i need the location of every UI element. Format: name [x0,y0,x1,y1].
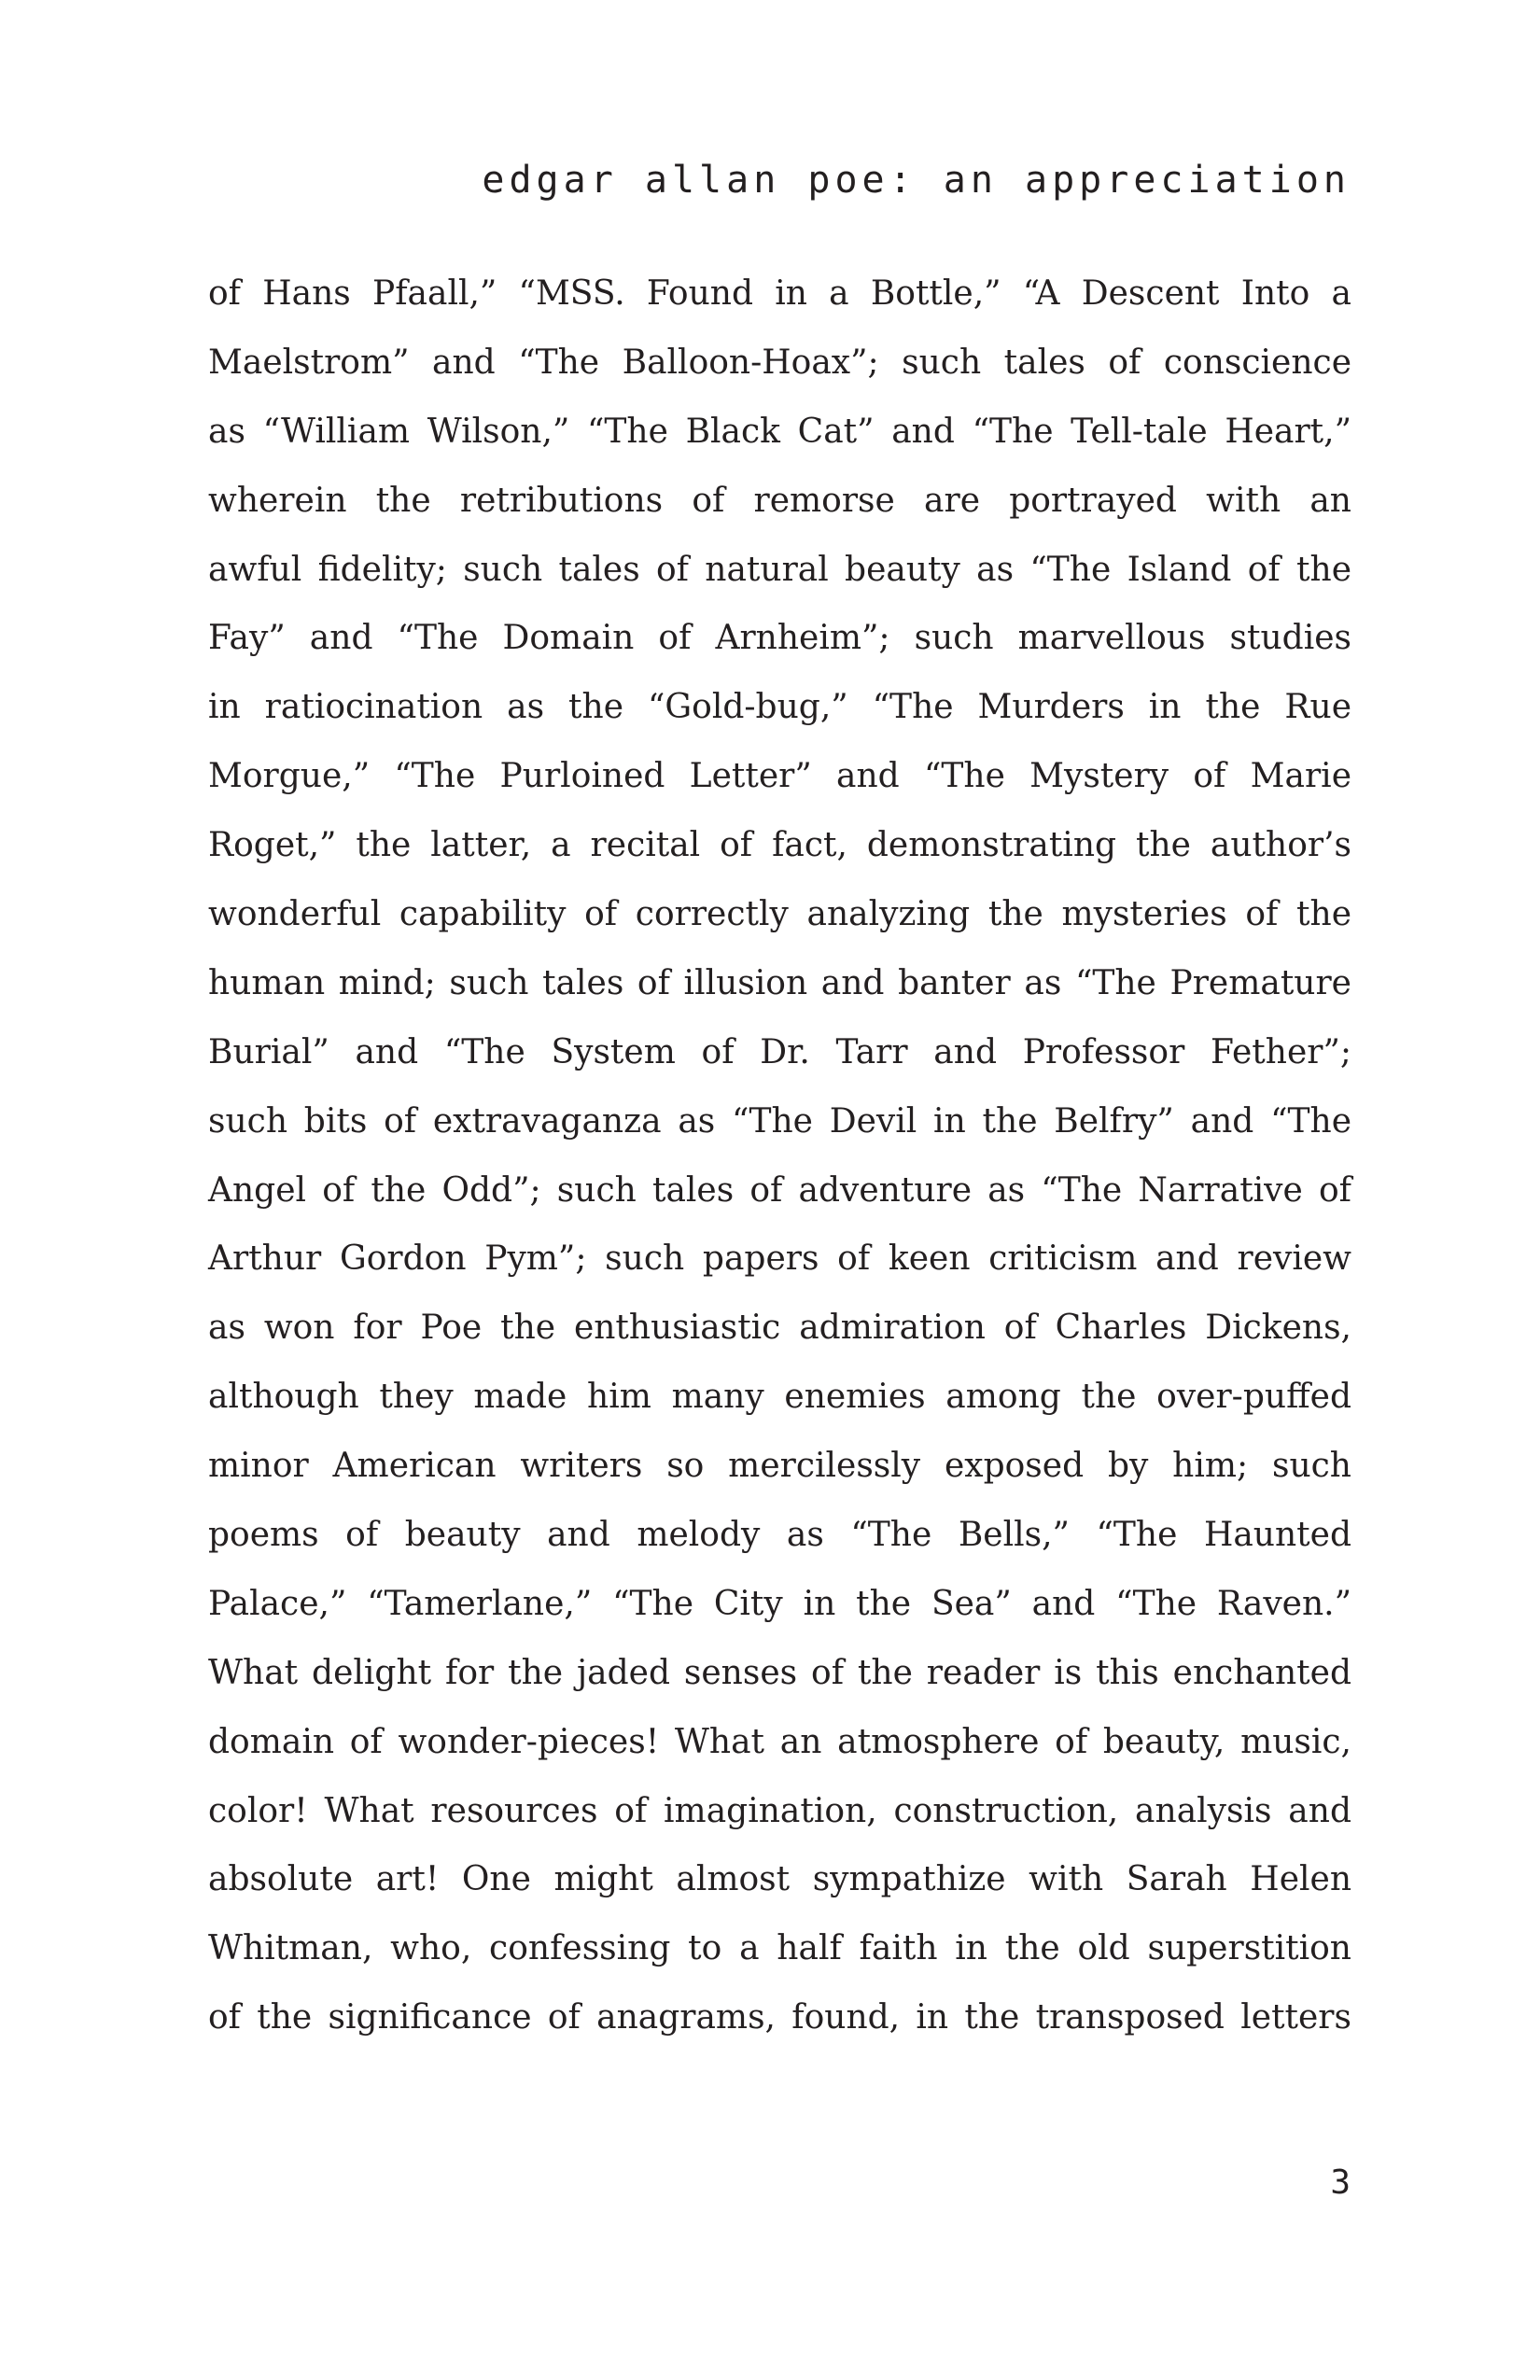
text-line: as “William Wilson,” “The Black Cat” and “The Tell-tale Heart,” [208,412,1351,451]
text-line: What delight for the jaded senses of the reader is this enchanted [208,1653,1351,1692]
page-number: 3 [1330,2163,1351,2202]
text-line: wonderful capability of correctly analyzing the mysteries of the [208,895,1351,934]
text-line: as won for Poe the enthusiastic admiration of Charles Dickens, [208,1309,1351,1348]
text-line: domain of wonder-pieces! What an atmosphere of beauty, music, [208,1722,1351,1761]
text-line: of Hans Pfaall,” “MSS. Found in a Bottle,” “A Descent Into a [208,274,1351,313]
text-line: Fay” and “The Domain of Arnheim”; such marvellous studies [208,619,1351,658]
text-line: although they made him many enemies among the over-puffed [208,1378,1351,1417]
text-line: Whitman, who, confessing to a half faith in the old superstition [208,1929,1351,1968]
text-line: color! What resources of imagination, construction, analysis and [208,1791,1351,1830]
text-line: Angel of the Odd”; such tales of adventure as “The Narrative of [208,1170,1351,1210]
text-line: Palace,” “Tamerlane,” “The City in the Sea” and “The Raven.” [208,1584,1351,1623]
text-line: Morgue,” “The Purloined Letter” and “The Mystery of Marie [208,757,1351,796]
running-head: edgar allan poe: an appreciation [482,159,1351,202]
body-text [208,259,1351,2052]
text-line: in ratiocination as the “Gold-bug,” “The Murders in the Rue [208,688,1351,727]
text-line: awful fidelity; such tales of natural beauty as “The Island of the [208,550,1351,589]
text-line: of the significance of anagrams, found, in the transposed letters [208,1998,1351,2037]
text-line: absolute art! One might almost sympathize with Sarah Helen [208,1860,1351,1899]
text-line: wherein the retributions of remorse are portrayed with an [208,481,1351,520]
text-line: Arthur Gordon Pym”; such papers of keen criticism and review [208,1239,1351,1279]
text-line: such bits of extravaganza as “The Devil in the Belfry” and “The [208,1101,1351,1141]
text-line: Burial” and “The System of Dr. Tarr and Professor Fether”; [208,1032,1351,1071]
text-line: human mind; such tales of illusion and banter as “The Premature [208,963,1351,1002]
text-line: Maelstrom” and “The Balloon-Hoax”; such tales of conscience [208,343,1351,382]
text-line: Roget,” the latter, a recital of fact, demonstrating the author’s [208,826,1351,865]
text-line: poems of beauty and melody as “The Bells,” “The Haunted [208,1516,1351,1555]
text-line: minor American writers so mercilessly exposed by him; such [208,1447,1351,1486]
